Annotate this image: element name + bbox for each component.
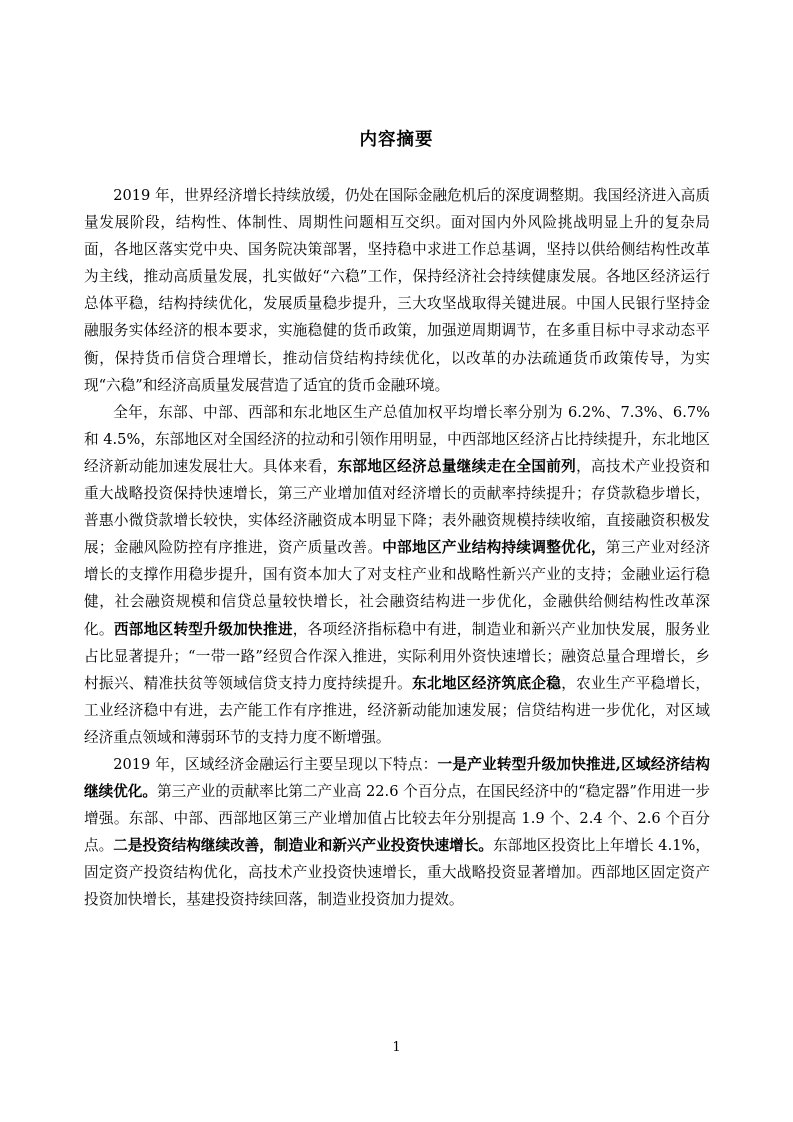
document-body — [84, 182, 710, 914]
text-segment: 第三产业的贡献率比第二产业高 22.6 个百分点，在国民经济中的“稳定器”作用进一步增强。东部、中部、西部地区第三产业增加值占比较去年分别提高 1.9 个、2.4 个、2.6 个百分点。 — [84, 783, 710, 855]
paragraph — [84, 399, 710, 751]
text-segment: 第三产业对经济增长的支撑作用稳步提升，国有资本加大了对支柱产业和战略性新兴产业的支持；金融业运行稳健，社会融资规模和信贷总量较快增长，社会融资结构进一步优化，金融供给侧结构性改革深化。 — [84, 539, 710, 638]
text-segment: ，各项经济指标稳中有进，制造业和新兴产业加快发展，服务业占比显著提升；“一带一路”经贸合作深入推进，实际利用外资快速增长；融资总量合理增长，乡村振兴、精准扶贫等领域信贷支持力度持续提升。 — [84, 620, 710, 692]
text-segment: 2019 年，区域经济金融运行主要呈现以下特点： — [113, 755, 438, 773]
paragraph — [84, 182, 710, 399]
text-segment: ，农业生产平稳增长，工业经济稳中有进，去产能工作有序推进，经济新动能加速发展；信贷结构进一步优化，对区域经济重点领域和薄弱环节的支持力度不断增强。 — [84, 674, 710, 746]
bold-text-segment: 东北地区经济筑底企稳 — [412, 674, 562, 692]
paragraph — [84, 751, 710, 914]
bold-text-segment: 中部地区产业结构持续调整优化， — [382, 539, 606, 557]
text-segment: ，高技术产业投资和重大战略投资保持快速增长，第三产业增加值对经济增长的贡献率持续提升；存贷款稳步增长，普惠小微贷款增长较快，实体经济融资成本明显下降；表外融资规模持续收缩，直接融资积极发展；金融风险防控有序推进，资产质量改善。 — [84, 457, 710, 557]
text-segment: 东部地区投资比上年增长 4.1%，固定资产投资结构优化，高技术产业投资快速增长，重大战略投资显著增加。西部地区固定资产投资加快增长，基建投资持续回落，制造业投资加力提效。 — [84, 837, 710, 909]
bold-text-segment: 二是投资结构继续改善，制造业和新兴产业投资快速增长。 — [113, 837, 493, 855]
bold-text-segment: 东部地区经济总量继续走在全国前列 — [337, 457, 577, 475]
page-title: 内容摘要 — [359, 130, 434, 150]
text-segment: 2019 年，世界经济增长持续放缓，仍处在国际金融危机后的深度调整期。我国经济进入高质量发展阶段，结构性、体制性、周期性问题相互交织。面对国内外风险挑战明显上升的复杂局面，各地区落实党中央、国务院决策部署，坚持稳中求进工作总基调，坚持以供给侧结构性改革为主线，推动高质量发展，扎实做好“六稳”工作，保持经济社会持续健康发展。各地区经济运行总体平稳，结构持续优化，发展质量稳步提升，三大攻坚战取得关键进展。中国人民银行坚持金融服务实体经济的根本要求，实施稳健的货币政策，加强逆周期调节，在多重目标中寻求动态平衡，保持货币信贷合理增长，推动信贷结构持续优化，以改革的办法疏通货币政策传导，为实现“六稳”和经济高质量发展营造了适宜的货币金融环境。 — [84, 187, 710, 394]
page-number: 1 — [392, 1040, 401, 1055]
bold-text-segment: 一是产业转型升级加快推进,区域经济结构继续优化。 — [84, 755, 710, 801]
text-segment: 全年，东部、中部、西部和东北地区生产总值加权平均增长率分别为 6.2%、7.3%、6.7%和 4.5%，东部地区对全国经济的拉动和引领作用明显，中西部地区经济占比持续提升，东北地区经济新动能加速发展壮大。具体来看， — [84, 403, 710, 475]
bold-text-segment: 西部地区转型升级加快推进 — [113, 620, 293, 638]
